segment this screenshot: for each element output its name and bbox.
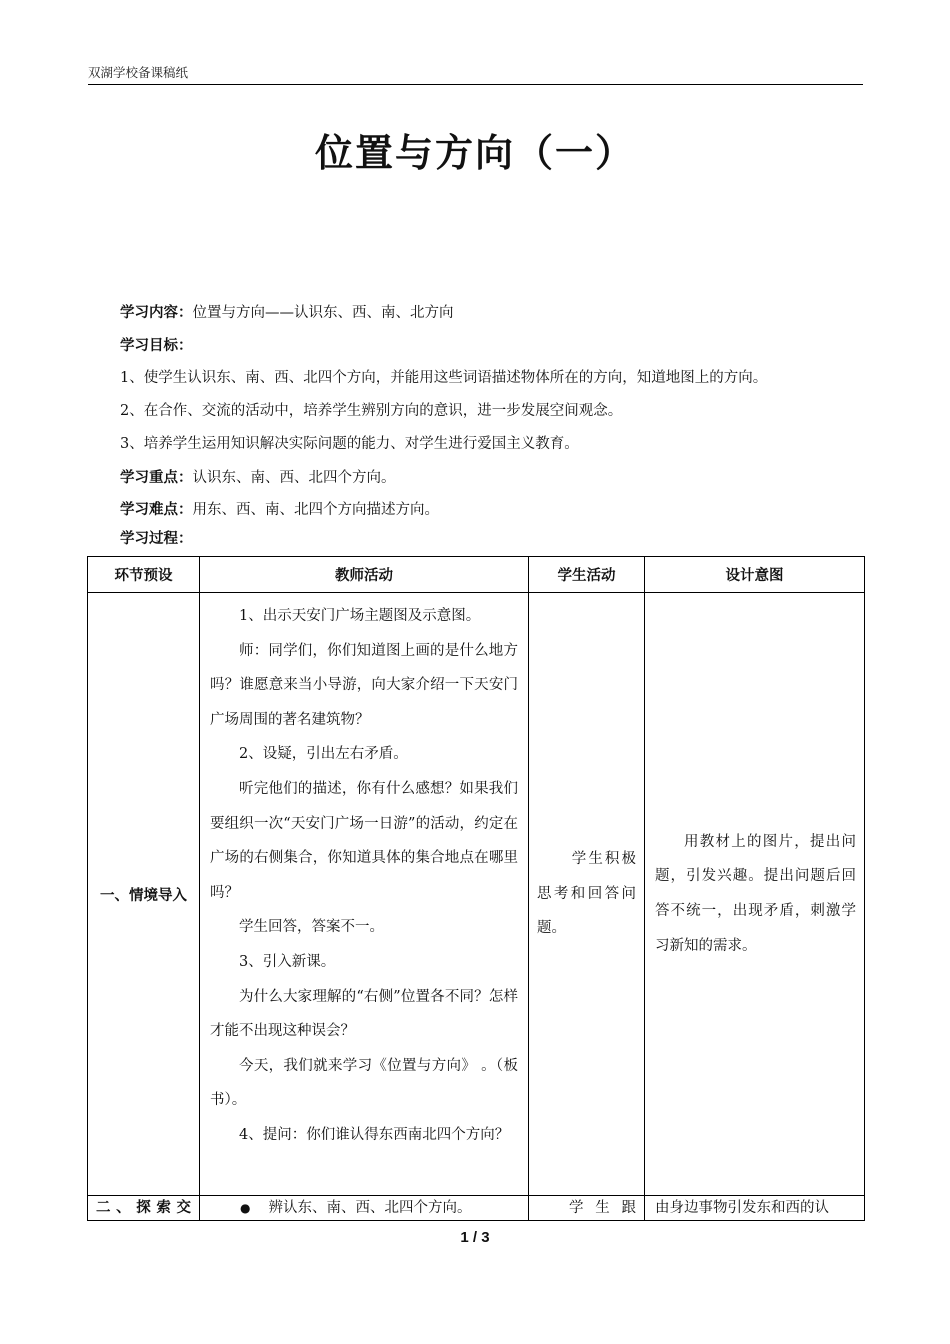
segment-cell: 一、情境导入 — [88, 593, 200, 1196]
page-header — [88, 64, 863, 85]
school-name: 双湖学校备课稿纸 — [88, 65, 189, 80]
lesson-plan-table — [87, 556, 865, 1221]
student-activity-cell — [529, 593, 645, 1196]
key-label: 学习重点： — [120, 469, 193, 486]
teacher-paragraph: 3、引入新课。 — [239, 953, 336, 970]
table-header-row — [88, 557, 865, 593]
difficulty-line — [120, 494, 880, 526]
page-number: 1 / 3 — [460, 1229, 490, 1246]
student-text: 学生积极思考和回答问题。 — [537, 851, 636, 937]
teacher-paragraph: 听完他们的描述，你有什么感想？如果我们要组织一次“天安门广场一日游”的活动，约定在广场的右侧集合，你知道具体的集合地点在哪里吗？ — [210, 780, 518, 901]
intent-text: 用教材上的图片，提出问题，引发兴趣。提出问题后回答不统一，出现矛盾，刺激学习新知的需求。 — [655, 833, 856, 954]
teacher-paragraph: 1、出示天安门广场主题图及示意图。 — [239, 608, 481, 624]
design-intent-cell: 由身边事物引发东和西的认 — [645, 1196, 865, 1221]
difficulty-value: 用东、西、南、北四个方向描述方向。 — [192, 502, 439, 518]
lesson-info — [120, 296, 880, 552]
bullet-icon: ● — [240, 1201, 251, 1215]
content-label: 学习内容： — [120, 304, 193, 321]
goal-item: 2、在合作、交流的活动中，培养学生辨别方向的意识，进一步发展空间观念。 — [120, 403, 623, 419]
student-activity-cell: 学生跟 — [529, 1196, 645, 1221]
content-value: 位置与方向——认识东、西、南、北方向 — [192, 305, 454, 321]
header-segment: 环节预设 — [88, 557, 200, 593]
page-title: 位置与方向（一） — [314, 130, 635, 175]
teacher-activity-cell — [200, 593, 529, 1196]
content-line — [120, 296, 880, 329]
key-line — [120, 461, 880, 494]
teacher-paragraph: 为什么大家理解的“右侧”位置各不同？怎样才能不出现这种误会？ — [210, 988, 518, 1040]
teacher-paragraph: 今天，我们就来学习《位置与方向》 。（板书）。 — [210, 1057, 518, 1109]
process-heading — [120, 526, 880, 552]
teacher-paragraph: 2、设疑，引出左右矛盾。 — [239, 746, 408, 763]
segment-cell: 二、探索交 — [88, 1196, 200, 1221]
process-label: 学习过程： — [120, 530, 193, 547]
teacher-paragraph: 师：同学们，你们知道图上画的是什么地方吗？谁愿意来当小导游，向大家介绍一下天安门广场周围的著名建筑物？ — [210, 642, 518, 728]
goals-heading — [120, 329, 880, 362]
goal-item: 3、培养学生运用知识解决实际问题的能力、对学生进行爱国主义教育。 — [120, 436, 579, 452]
header-teacher: 教师活动 — [200, 557, 529, 593]
difficulty-label: 学习难点： — [120, 501, 193, 518]
header-student: 学生活动 — [529, 557, 645, 593]
teacher-activity-cell — [200, 1196, 529, 1221]
design-intent-cell — [645, 593, 865, 1196]
teacher-text: 辨认东、南、西、北四个方向。 — [268, 1200, 472, 1216]
teacher-paragraph: 4、提问：你们谁认得东西南北四个方向？ — [239, 1126, 510, 1143]
table-row — [88, 1196, 865, 1221]
header-intent: 设计意图 — [645, 557, 865, 593]
key-value: 认识东、南、西、北四个方向。 — [192, 470, 396, 486]
goals-label: 学习目标： — [120, 337, 193, 354]
table-row — [88, 593, 865, 1196]
teacher-paragraph: 学生回答，答案不一。 — [239, 919, 384, 936]
goal-item: 1、使学生认识东、南、西、北四个方向，并能用这些词语描述物体所在的方向，知道地图上的方向。 — [120, 370, 768, 386]
